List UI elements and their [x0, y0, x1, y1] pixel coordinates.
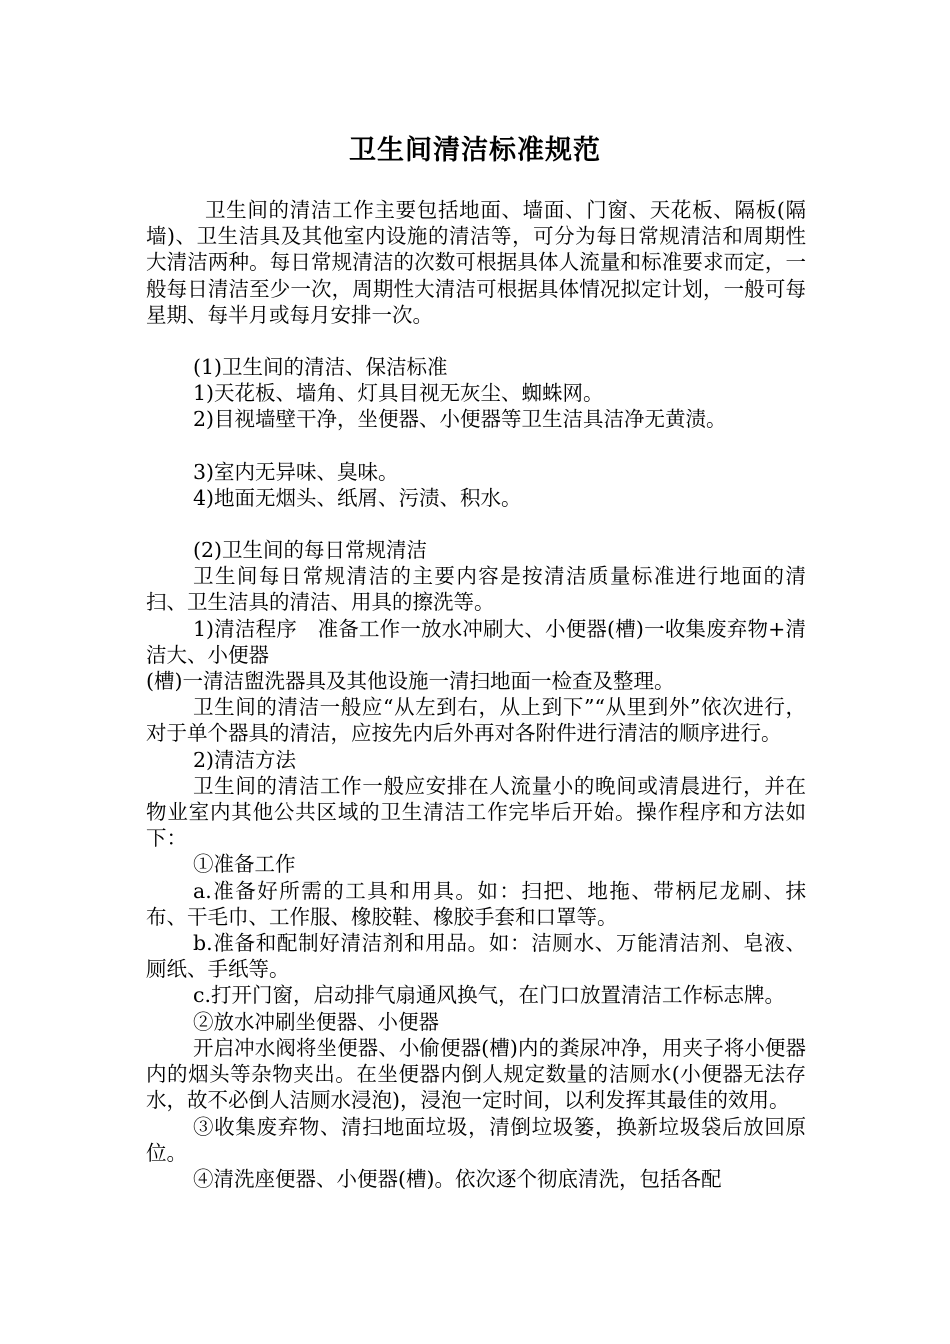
paragraph-gap	[146, 433, 806, 459]
list-item: c.打开门窗，启动排气扇通风换气，在门口放置清洁工作标志牌。	[193, 983, 785, 1008]
section-heading: (2)卫生间的每日常规清洁	[193, 538, 428, 563]
intro-paragraph: 卫生间的清洁工作主要包括地面、墙面、门窗、天花板、隔板(隔墙)、卫生洁具及其他室内设施的清洁等，可分为每日常规清洁和周期性大清洁两种。每日常规清洁的次数可根据具体人流量和标准要求而定，一般每日清洁至少一次，周期性大清洁可根据具体情况拟定计划，一般可每星期、每半月或每月安排一次。	[146, 198, 806, 327]
body-paragraph: 开启冲水阀将坐便器、小偷便器(槽)内的粪尿冲净，用夹子将小便器内的烟头等杂物夹出。在坐便器内倒人规定数量的洁厕水(小便器无法存水，故不必倒人洁厕水浸泡)，浸泡一定时间，以利发挥其最佳的效用。	[146, 1035, 806, 1113]
document-body	[146, 197, 806, 1192]
step-paragraph: ④清洗座便器、小便器(槽)。依次逐个彻底清洗，包括各配	[193, 1166, 722, 1191]
list-item: 1)天花板、墙角、灯具目视无灰尘、蜘蛛网。	[193, 381, 604, 406]
list-item: 4)地面无烟头、纸屑、污渍、积水。	[193, 485, 522, 510]
paragraph-gap	[146, 511, 806, 537]
step-heading: ①准备工作	[193, 852, 296, 877]
step-heading: ②放水冲刷坐便器、小便器	[193, 1009, 439, 1034]
body-paragraph: 1)清洁程序 准备工作一放水冲刷大、小便器(槽)一收集废弃物+清洁大、小便器	[146, 616, 806, 667]
list-item: 2)目视墙壁干净，坐便器、小便器等卫生洁具洁净无黄渍。	[193, 407, 727, 432]
body-paragraph: 卫生间的清洁一般应“从左到右，从上到下”“从里到外”依次进行，对于单个器具的清洁，应按先内后外再对各附件进行清洁的顺序进行。	[146, 695, 806, 746]
list-item: a.准备好所需的工具和用具。如：扫把、地拖、带柄尼龙刷、抹布、干毛巾、工作服、橡胶鞋、橡胶手套和口罩等。	[146, 878, 806, 929]
body-paragraph: 卫生间每日常规清洁的主要内容是按清洁质量标准进行地面的清扫、卫生洁具的清洁、用具的擦洗等。	[146, 564, 806, 615]
list-item: 3)室内无异味、臭味。	[193, 459, 399, 484]
body-paragraph: (槽)一清洁盥洗器具及其他设施一清扫地面一检查及整理。	[146, 669, 675, 694]
step-paragraph: ③收集废弃物、清扫地面垃圾，清倒垃圾篓，换新垃圾袋后放回原位。	[146, 1114, 806, 1165]
subsection-heading: 2)清洁方法	[193, 747, 297, 772]
paragraph-gap	[146, 328, 806, 354]
section-heading: (1)卫生间的清洁、保洁标准	[193, 355, 448, 380]
body-paragraph: 卫生间的清洁工作一般应安排在人流量小的晚间或清晨进行，并在物业室内其他公共区域的卫生清洁工作完毕后开始。操作程序和方法如下：	[146, 773, 806, 851]
document-title: 卫生间清洁标准规范	[349, 135, 601, 166]
list-item: b.准备和配制好清洁剂和用品。如：洁厕水、万能清洁剂、皂液、厕纸、手纸等。	[146, 931, 806, 982]
